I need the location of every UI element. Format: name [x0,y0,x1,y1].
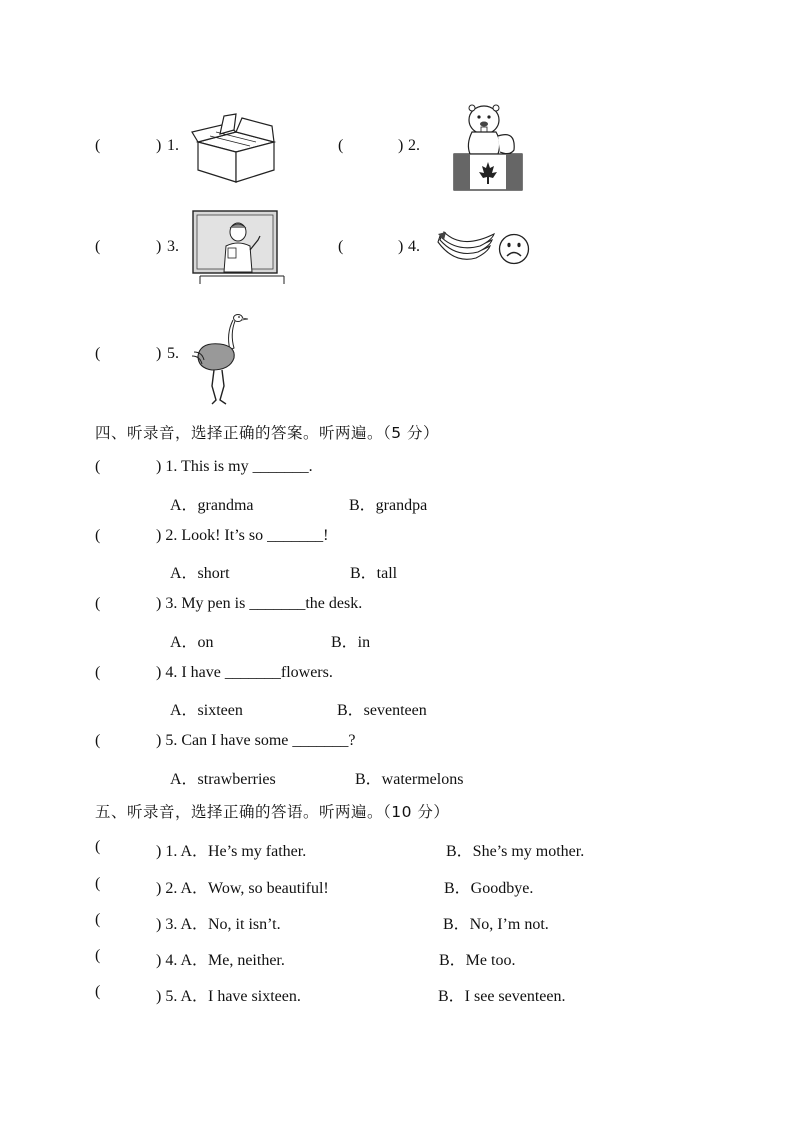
question-text: ) 2. A．Wow, so beautiful! [156,880,329,897]
option-a[interactable]: A．grandma [170,497,254,514]
question-text: ) 1. This is my _______. [156,458,313,475]
answer-paren-close: ) [156,137,162,154]
answer-paren-open[interactable]: ( [338,238,344,255]
question-text: ) 5. A．I have sixteen. [156,988,301,1005]
beaver-canada-flag-icon [450,100,526,192]
answer-paren-open[interactable]: ( [95,664,101,681]
answer-paren-close: ) [398,137,404,154]
sad-face-icon [498,233,530,265]
option-b[interactable]: B．She’s my mother. [446,843,585,860]
answer-paren-open[interactable]: ( [95,947,101,964]
answer-paren-open[interactable]: ( [95,527,101,544]
answer-paren-open[interactable]: ( [95,838,101,855]
item-number: 5. [167,345,179,362]
answer-paren-open[interactable]: ( [95,345,101,362]
item-number: 3. [167,238,179,255]
option-b[interactable]: B．Me too. [439,952,516,969]
answer-paren-open[interactable]: ( [95,238,101,255]
option-a[interactable]: A．on [170,634,214,651]
option-b[interactable]: B．Goodbye. [444,880,534,897]
question-text: ) 5. Can I have some _______? [156,732,356,749]
question-text: ) 3. A．No, it isn’t. [156,916,281,933]
option-b[interactable]: B．grandpa [349,497,428,514]
answer-paren-open[interactable]: ( [95,732,101,749]
option-a[interactable]: A．strawberries [170,771,276,788]
question-text: ) 1. A．He’s my father. [156,843,307,860]
teacher-icon [192,210,286,286]
answer-paren-close: ) [156,345,162,362]
item-number: 2. [408,137,420,154]
answer-paren-open[interactable]: ( [338,137,344,154]
option-b[interactable]: B．in [331,634,371,651]
answer-paren-close: ) [398,238,404,255]
question-text: ) 4. I have _______flowers. [156,664,333,681]
question-text: ) 2. Look! It’s so _______! [156,527,329,544]
box-icon [190,112,282,184]
item-number: 4. [408,238,420,255]
option-b[interactable]: B．tall [350,565,398,582]
section-heading: 五、听录音，选择正确的答语。听两遍。（10 分） [95,803,450,821]
question-text: ) 4. A．Me, neither. [156,952,285,969]
answer-paren-open[interactable]: ( [95,458,101,475]
option-b[interactable]: B．seventeen [337,702,427,719]
answer-paren-open[interactable]: ( [95,983,101,1000]
question-text: ) 3. My pen is _______the desk. [156,595,363,612]
answer-paren-close: ) [156,238,162,255]
ostrich-icon [190,312,250,406]
bananas-icon [436,230,496,266]
option-a[interactable]: A．short [170,565,230,582]
option-b[interactable]: B．I see seventeen. [438,988,566,1005]
answer-paren-open[interactable]: ( [95,875,101,892]
answer-paren-open[interactable]: ( [95,911,101,928]
option-b[interactable]: B．No, I’m not. [443,916,549,933]
option-b[interactable]: B．watermelons [355,771,464,788]
answer-paren-open[interactable]: ( [95,595,101,612]
answer-paren-open[interactable]: ( [95,137,101,154]
section-heading: 四、听录音，选择正确的答案。听两遍。（5 分） [95,424,440,442]
item-number: 1. [167,137,179,154]
option-a[interactable]: A．sixteen [170,702,243,719]
